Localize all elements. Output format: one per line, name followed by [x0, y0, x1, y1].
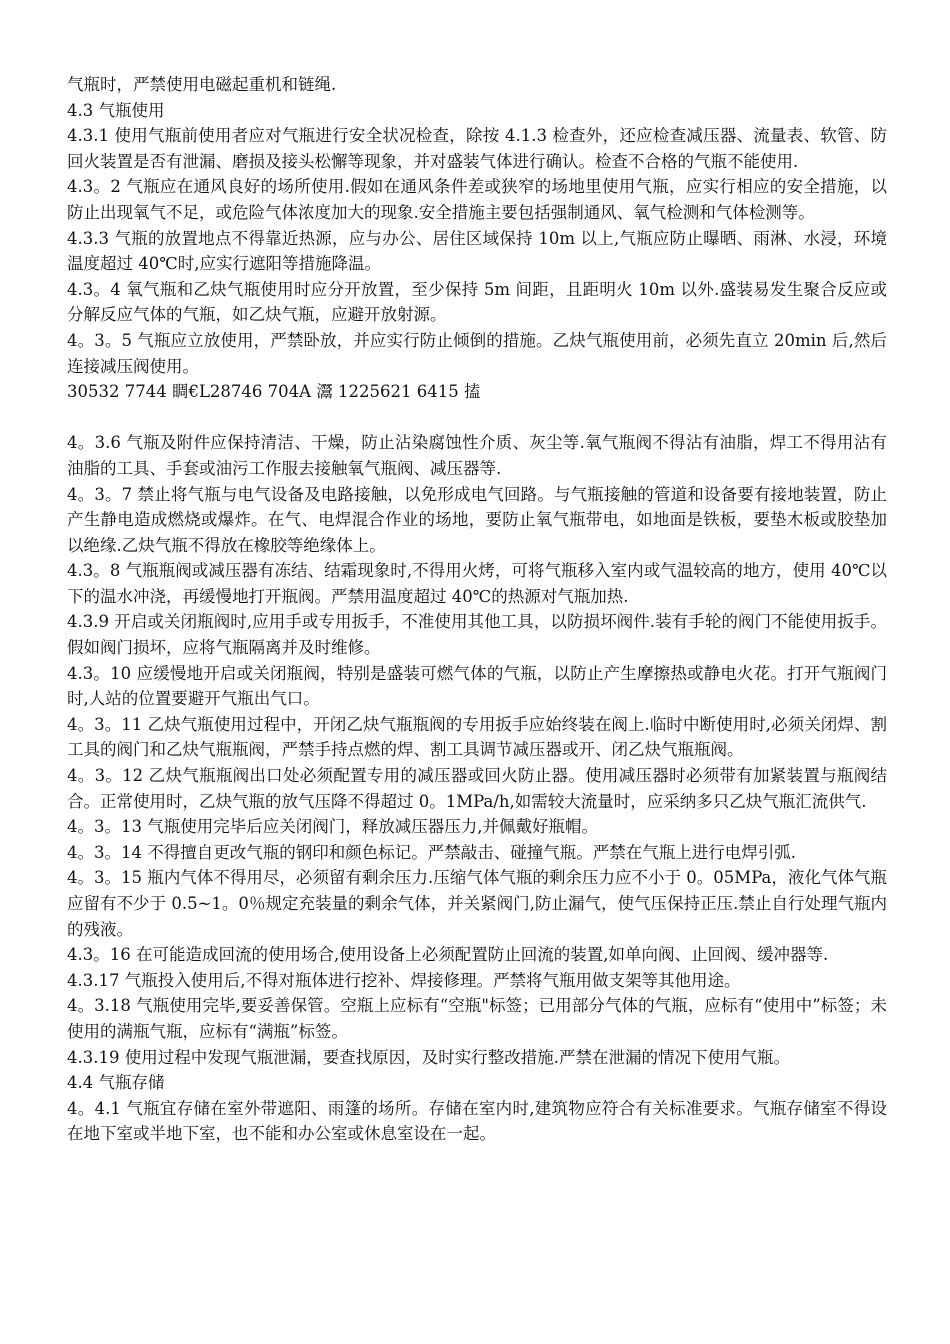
paragraph: 4。3。5 气瓶应立放使用，严禁卧放，并应实行防止倾倒的措施。乙炔气瓶使用前，必须先直立 20min 后,然后连接减压阀使用。	[67, 330, 887, 376]
paragraph: 4。3。14 不得擅自更改气瓶的钢印和颜色标记。严禁敲击、碰撞气瓶。严禁在气瓶上进行电焊引弧.	[67, 842, 796, 862]
section-heading: 4.4 气瓶存储	[67, 1073, 165, 1093]
paragraph: 4.3.17 气瓶投入使用后,不得对瓶体进行挖补、焊接修理。严禁将气瓶用做支架等其他用途。	[67, 970, 741, 990]
paragraph: 4。3。13 气瓶使用完毕后应关闭阀门，释放减压器压力,并佩戴好瓶帽。	[67, 817, 598, 837]
paragraph: 气瓶时，严禁使用电磁起重机和链绳.	[67, 75, 337, 94]
paragraph: 4.3.9 开启或关闭瓶阀时,应用手或专用扳手，不准使用其他工具，以防损坏阀件.装有手轮的阀门不能使用扳手。假如阀门损坏，应将气瓶隔离并及时维修。	[67, 612, 887, 658]
paragraph: 4.3。2 气瓶应在通风良好的场所使用.假如在通风条件差或狭窄的场地里使用气瓶，应实行相应的安全措施，以防止出现氧气不足，或危险气体浓度加大的现象.安全措施主要包括强制通风、氧气检测和气体检测等。	[67, 177, 887, 222]
paragraph: 4.3。4 氧气瓶和乙炔气瓶使用时应分开放置，至少保持 5m 间距，且距明火 10m 以外.盛装易发生聚合反应或分解反应气体的气瓶，如乙炔气瓶，应避开放射源。	[67, 279, 887, 325]
paragraph: 4。4.1 气瓶宜存储在室外带遮阳、雨篷的场所。存储在室内时,建筑物应符合有关标准要求。气瓶存储室不得设在地下室或半地下室，也不能和办公室或休息室设在一起。	[67, 1098, 887, 1144]
paragraph: 4.3。16 在可能造成回流的使用场合,使用设备上必须配置防止回流的装置,如单向阀、止回阀、缓冲器等.	[67, 945, 829, 965]
paragraph: 4。3。12 乙炔气瓶瓶阀出口处必须配置专用的减压器或回火防止器。使用减压器时必须带有加紧装置与瓶阀结合。正常使用时，乙炔气瓶的放气压降不得超过 0。1MPa/h,如需较大流量时，应采纳多只乙炔气瓶汇流供气.	[67, 766, 887, 811]
paragraph: 4.3.19 使用过程中发现气瓶泄漏，要查找原因，及时实行整改措施.严禁在泄漏的情况下使用气瓶。	[67, 1047, 790, 1067]
paragraph: 4。3。11 乙炔气瓶使用过程中，开闭乙炔气瓶瓶阀的专用扳手应始终装在阀上.临时中断使用时,必须关闭焊、割工具的阀门和乙炔气瓶瓶阀，严禁手持点燃的焊、割工具调节减压器或开、闭乙炔气瓶瓶阀。	[67, 714, 887, 760]
paragraph: 4.3。8 气瓶瓶阀或减压器有冻结、结霜现象时,不得用火烤，可将气瓶移入室内或气温较高的地方，使用 40℃以下的温水冲浇，再缓慢地打开瓶阀。严禁用温度超过 40℃的热源对气瓶加热.	[67, 561, 887, 606]
section-heading: 4.3 气瓶使用	[67, 100, 165, 120]
paragraph: 4.3.1 使用气瓶前使用者应对气瓶进行安全状况检查，除按 4.1.3 检查外，还应检查减压器、流量表、软管、防回火装置是否有泄漏、磨损及接头松懈等现象，并对盛装气体进行确认。检查不合格的气瓶不能使用.	[67, 126, 887, 171]
paragraph: 4。3。7 禁止将气瓶与电气设备及电路接触，以免形成电气回路。与气瓶接触的管道和设备要有接地装置，防止产生静电造成燃烧或爆炸。在气、电焊混合作业的场地，要防止氧气瓶带电，如地面是铁板，要垫木板或胶垫加以绝缘.乙炔气瓶不得放在橡胶等绝缘体上。	[67, 484, 887, 555]
paragraph: 4。3.6 气瓶及附件应保持清洁、干燥，防止沾染腐蚀性介质、灰尘等.氧气瓶阀不得沾有油脂，焊工不得用沾有油脂的工具、手套或油污工作服去接触氧气瓶阀、减压器等.	[67, 433, 887, 478]
paragraph: 4.3.3 气瓶的放置地点不得靠近热源，应与办公、居住区域保持 10m 以上,气瓶应防止曝晒、雨淋、水浸，环境温度超过 40℃时,应实行遮阳等措施降温。	[67, 228, 887, 274]
paragraph: 4.3。10 应缓慢地开启或关闭瓶阀，特别是盛装可燃气体的气瓶，以防止产生摩擦热或静电火花。打开气瓶阀门时,人站的位置要避开气瓶出气口。	[67, 663, 887, 709]
document-page	[67, 72, 887, 1147]
paragraph: 4。3.18 气瓶使用完毕,要妥善保管。空瓶上应标有“空瓶"标签；已用部分气体的气瓶，应标有“使用中”标签；未使用的满瓶气瓶，应标有“满瓶”标签。	[67, 996, 887, 1041]
garbled-code-line: 30532 7744 睭€L28746 704A 灊 1225621 6415 搕	[67, 382, 481, 402]
paragraph: 4。3。15 瓶内气体不得用尽，必须留有剩余压力.压缩气体气瓶的剩余压力应不小于 0。05MPa，液化气体气瓶应留有不少于 0.5~1。0％规定充装量的剩余气体，并关紧阀门,防止漏气，使气压保持正压.禁止自行处理气瓶内的残液。	[67, 868, 887, 939]
